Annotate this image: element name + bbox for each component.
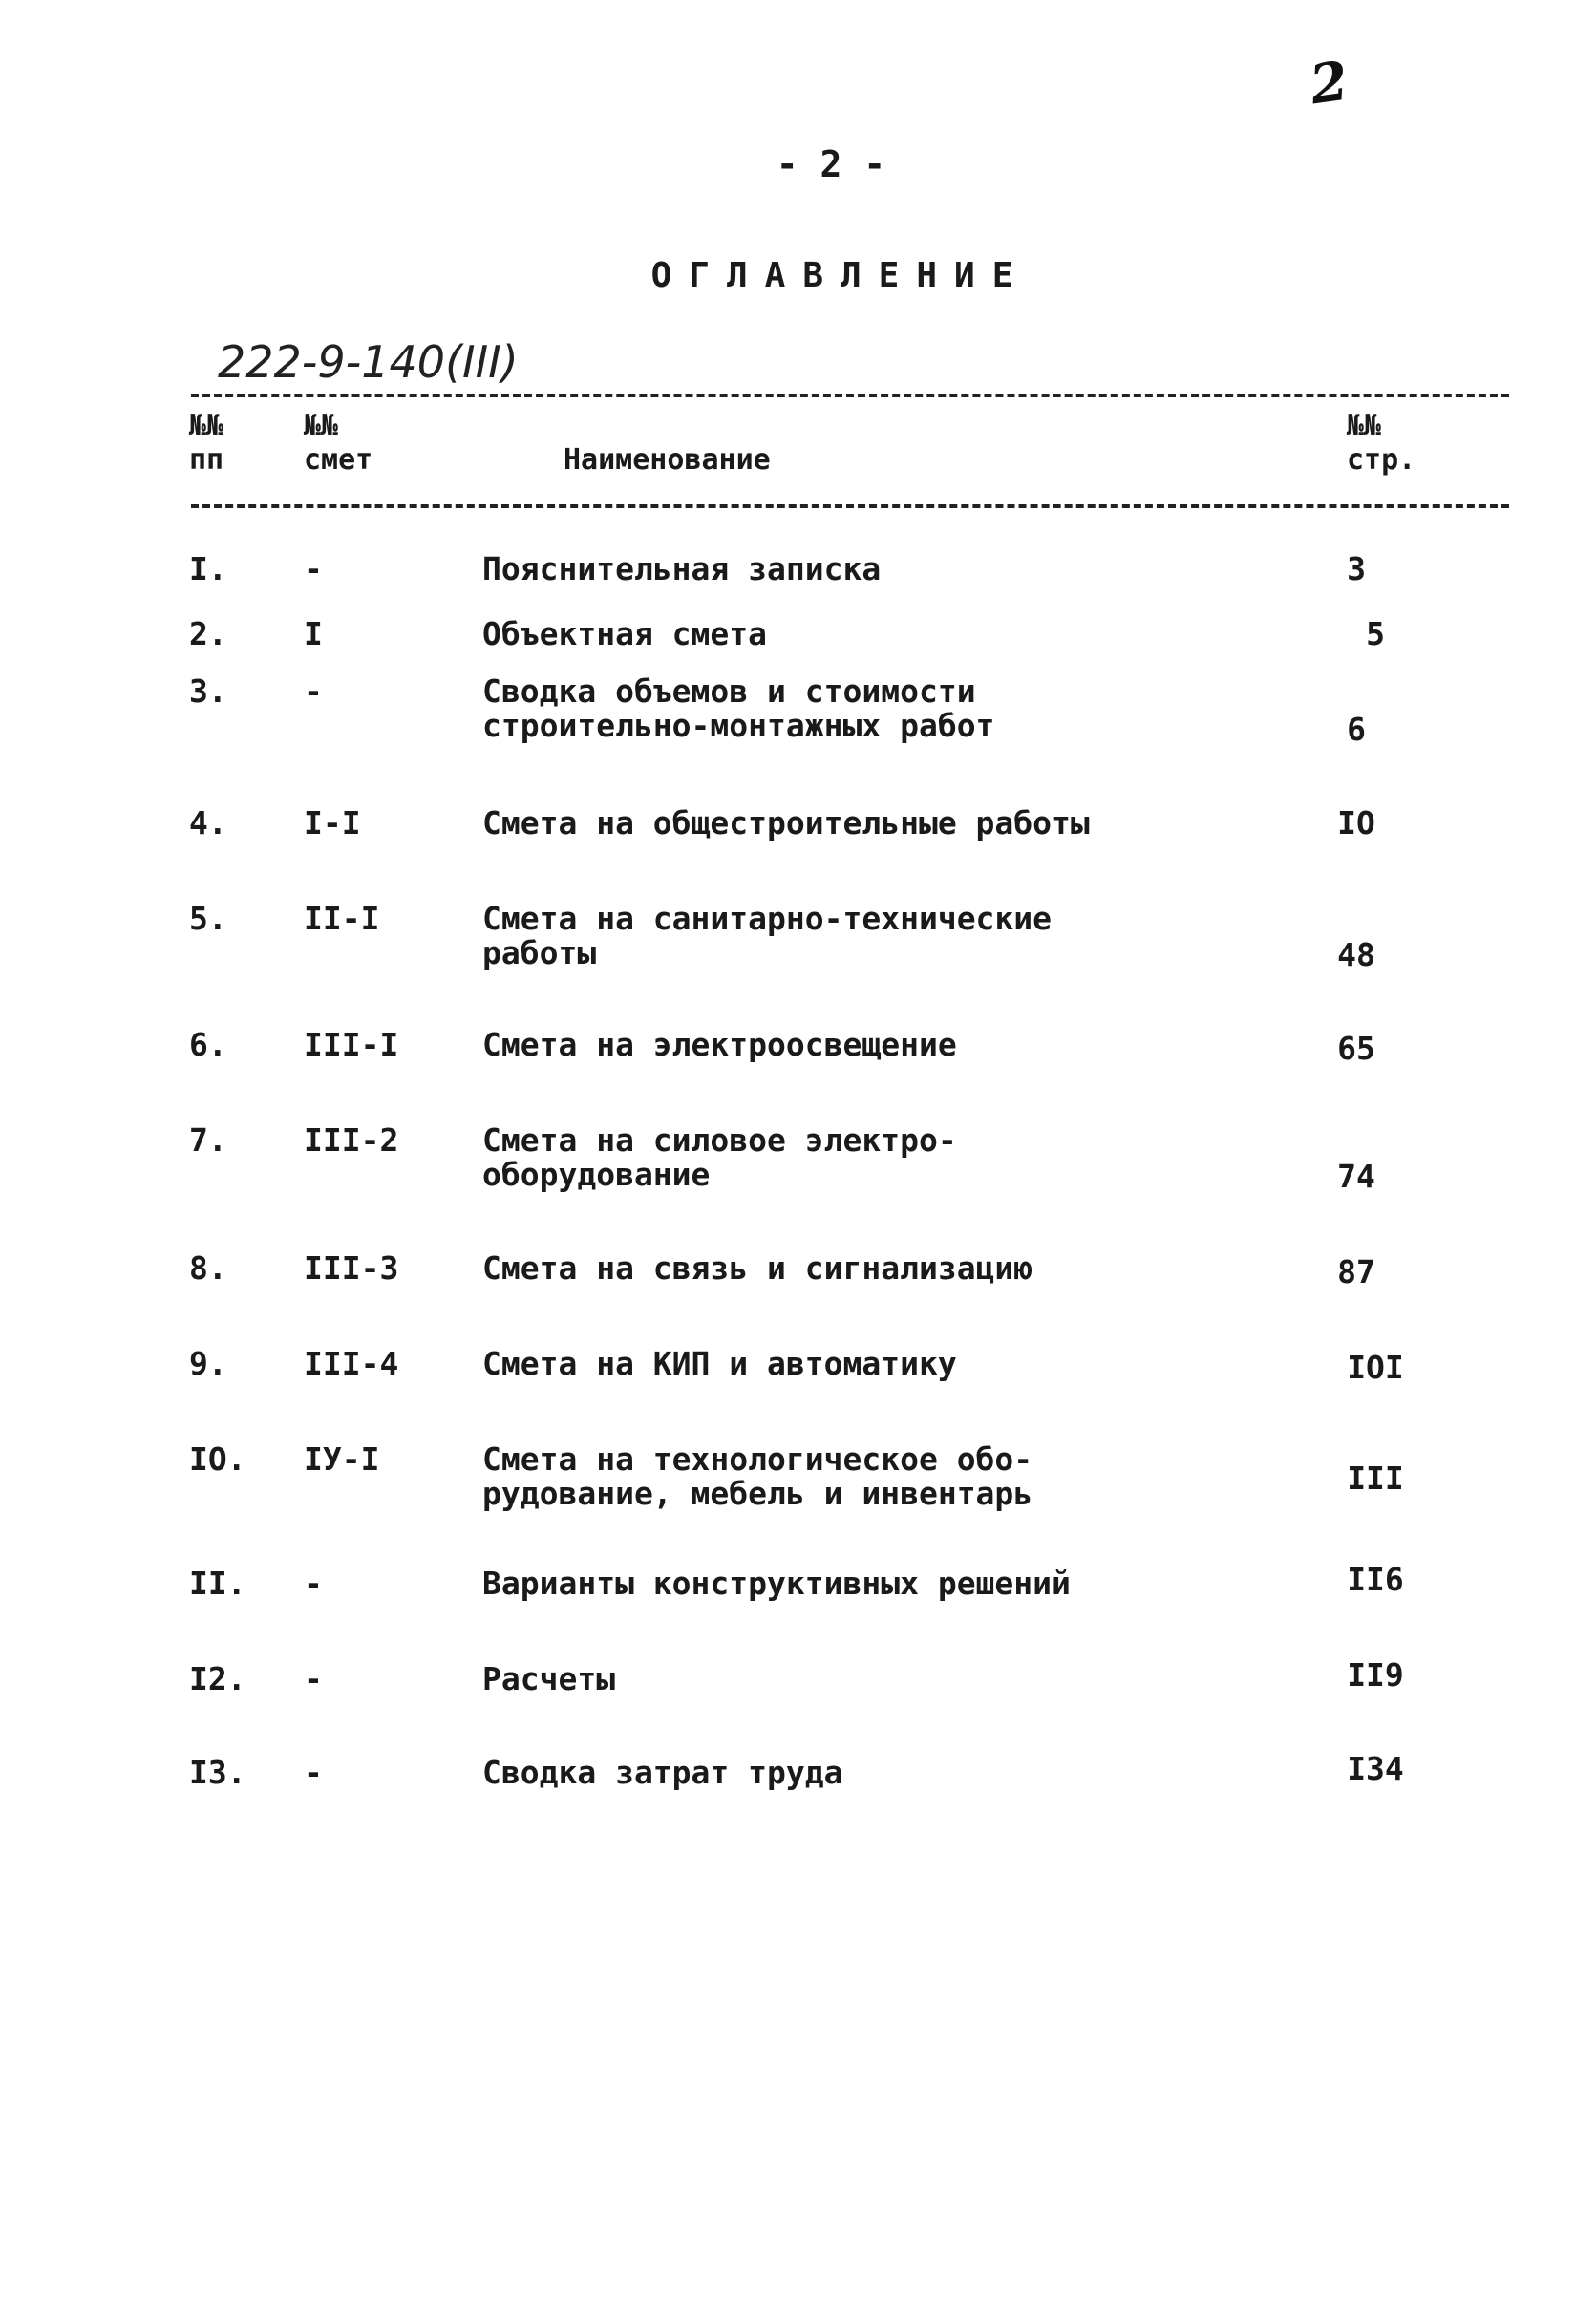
row-page: 3 [1347, 550, 1366, 587]
header-num-line2: пп [189, 443, 224, 477]
header-page-line2: стр. [1347, 443, 1416, 477]
row-number: 5. [189, 900, 227, 937]
row-estimate: III-2 [304, 1121, 399, 1159]
row-title-line2: строительно-монтажных работ [482, 707, 995, 744]
page-number: - 2 - [776, 143, 886, 185]
row-estimate: I [304, 615, 323, 652]
row-estimate: II-I [304, 900, 380, 937]
row-title: Сводка затрат труда [482, 1754, 843, 1791]
row-estimate: - [304, 550, 323, 587]
row-title-line1: Сводка объемов и стоимости [482, 672, 976, 710]
row-number: I3. [189, 1754, 246, 1791]
header-name: Наименование [564, 443, 771, 477]
row-number: 7. [189, 1121, 227, 1159]
row-number: 8. [189, 1249, 227, 1287]
header-estimate [304, 409, 372, 478]
row-page: 6 [1347, 711, 1366, 748]
row-page: III [1347, 1460, 1404, 1497]
row-number: II. [189, 1565, 246, 1602]
header-estimate-line2: смет [304, 443, 373, 477]
header-estimate-line1: №№ [304, 409, 339, 442]
row-title-line1: Смета на силовое электро- [482, 1121, 957, 1159]
row-page: IOI [1347, 1349, 1404, 1386]
row-title-line2: оборудование [482, 1156, 711, 1193]
row-number: 2. [189, 615, 227, 652]
row-title: Расчеты [482, 1660, 616, 1697]
row-title-line2: работы [482, 934, 597, 971]
row-estimate: III-I [304, 1026, 399, 1063]
row-number: IO. [189, 1440, 246, 1478]
row-page: I34 [1347, 1750, 1404, 1787]
row-estimate: - [304, 1565, 323, 1602]
page-title: ОГЛАВЛЕНИЕ [650, 256, 1031, 295]
row-estimate: - [304, 1754, 323, 1791]
row-page: II9 [1347, 1656, 1404, 1694]
header-page-line1: №№ [1347, 409, 1382, 442]
row-title-line2: рудование, мебель и инвентарь [482, 1475, 1033, 1512]
row-page: IO [1337, 804, 1375, 842]
row-page: 87 [1337, 1253, 1375, 1290]
header-num-line1: №№ [189, 409, 224, 442]
row-estimate: III-4 [304, 1345, 399, 1382]
row-estimate: III-3 [304, 1249, 399, 1287]
row-title-line1: Смета на санитарно-технические [482, 900, 1053, 937]
row-title: Варианты конструктивных решений [482, 1565, 1071, 1602]
header-num [189, 409, 223, 478]
row-title: Смета на общестроительные работы [482, 804, 1090, 842]
row-title: Пояснительная записка [482, 550, 882, 587]
row-number: 6. [189, 1026, 227, 1063]
row-page: 74 [1337, 1158, 1375, 1195]
row-number: 4. [189, 804, 227, 842]
row-number: I2. [189, 1660, 246, 1697]
header-bottom-rule [191, 504, 1509, 508]
row-title: Смета на КИП и автоматику [482, 1345, 957, 1382]
row-title: Объектная смета [482, 615, 768, 652]
row-estimate: - [304, 672, 323, 710]
row-title: Смета на связь и сигнализацию [482, 1249, 1033, 1287]
row-page: II6 [1347, 1561, 1404, 1598]
row-estimate: - [304, 1660, 323, 1697]
row-title: Смета на электроосвещение [482, 1026, 957, 1063]
row-page: 48 [1337, 936, 1375, 973]
row-page: 65 [1337, 1030, 1375, 1067]
row-estimate: I-I [304, 804, 361, 842]
header-page [1347, 409, 1415, 478]
row-page: 5 [1366, 615, 1385, 652]
row-number: 9. [189, 1345, 227, 1382]
document-code: 222-9-140(III) [218, 336, 519, 388]
header-top-rule [191, 394, 1509, 397]
row-title-line1: Смета на технологическое обо- [482, 1440, 1033, 1478]
row-estimate: IУ-I [304, 1440, 380, 1478]
handwritten-page-mark: 2 [1306, 49, 1352, 117]
row-number: I. [189, 550, 227, 587]
row-number: 3. [189, 672, 227, 710]
